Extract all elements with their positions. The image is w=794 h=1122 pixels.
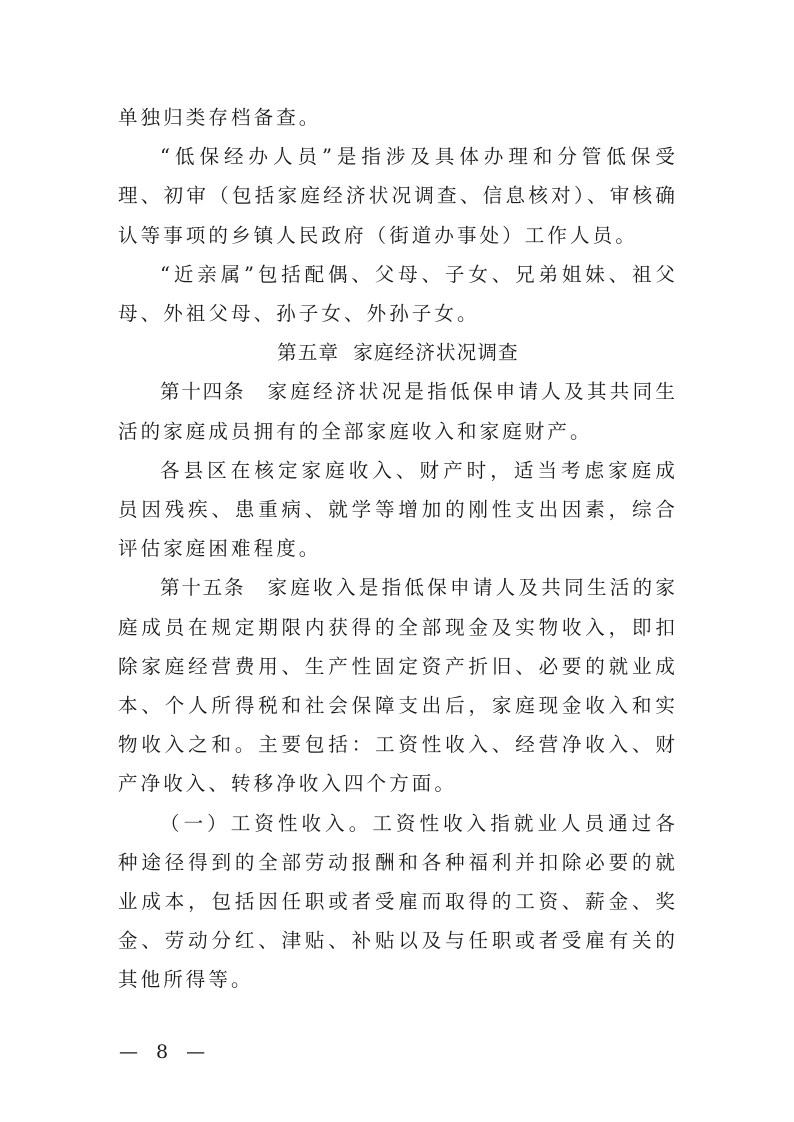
document-body bbox=[118, 98, 678, 1000]
paragraph-wage-income: （一）工资性收入。工资性收入指就业人员通过各种途径得到的全部劳动报酬和各种福利并扣除必要的就业成本，包括因任职或者受雇而取得的工资、薪金、奖金、劳动分红、津贴、补贴以及与任职或者受雇有关的其他所得等。 bbox=[118, 811, 678, 992]
article-15-text: 家庭收入是指低保申请人及共同生活的家庭成员在规定期限内获得的全部现金及实物收入，即扣除家庭经营费用、生产性固定资产折旧、必要的就业成本、个人所得税和社会保障支出后，家庭现金收入和实物收入之和。主要包括：工资性收入、经营净收入、财产净收入、转移净收入四个方面。 bbox=[118, 576, 678, 796]
article-14-text: 家庭经济状况是指低保申请人及其共同生活的家庭成员拥有的全部家庭收入和家庭财产。 bbox=[118, 380, 678, 443]
article-14-label: 第十四条 bbox=[160, 380, 246, 404]
article-15-label: 第十五条 bbox=[160, 576, 246, 600]
paragraph-archive-note: 单独归类存档备查。 bbox=[118, 106, 322, 129]
chapter-title: 家庭经济状况调查 bbox=[353, 341, 519, 365]
page-number: — 8 — bbox=[119, 1041, 212, 1063]
paragraph-staff-definition: “低保经办人员”是指涉及具体办理和分管低保受理、初审（包括家庭经济状况调查、信息核对）、审核确认等事项的乡镇人民政府（街道办事处）工作人员。 bbox=[118, 145, 678, 247]
chapter-number: 第五章 bbox=[277, 341, 340, 365]
paragraph-expenditure-factors: 各县区在核定家庭收入、财产时，适当考虑家庭成员因残疾、患重病、就学等增加的刚性支出因素，综合评估家庭困难程度。 bbox=[118, 458, 678, 561]
paragraph-relatives-definition: “近亲属”包括配偶、父母、子女、兄弟姐妹、祖父母、外祖父母、孙子女、外孙子女。 bbox=[118, 262, 678, 326]
article-15 bbox=[118, 568, 678, 803]
chapter-heading bbox=[118, 333, 678, 372]
article-14 bbox=[118, 372, 678, 450]
